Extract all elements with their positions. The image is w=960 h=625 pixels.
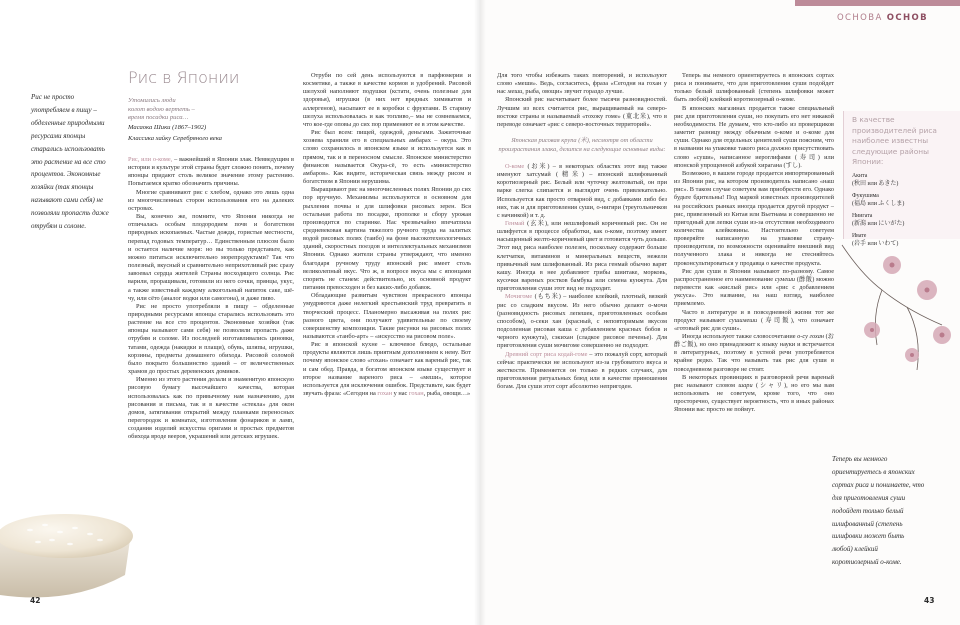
region-name: Фукушима [852, 192, 879, 199]
term-highlight: гохан [408, 390, 424, 398]
paragraph: Японский рис насчитывает более тысячи разновидностей. Лучшим из всех считается рис, выращиваемый на северо-востоке страны и называемый «тохоку гоме» (東北米), что в переводе означает «рис с северо-восточных территорий». [497, 96, 667, 128]
top-accent-bar [795, 0, 960, 6]
paragraph [497, 293, 667, 350]
cherry-blossom-icon [832, 235, 960, 380]
term-highlight: Рис, или о-коме, [128, 156, 173, 163]
paragraph-text: у нас [392, 390, 409, 398]
epigraph-line: время посадки риса… [128, 114, 189, 122]
paragraph [128, 156, 294, 189]
running-header-section: ОСНОВА [836, 13, 883, 23]
region-japanese: (岩手 или いわて) [852, 240, 899, 247]
paragraph: Рис был всем: пищей, одеждой, деньгами. Зажиточные хозяева хранили его в специальных амбарах – окура. Это слово сохранилось в японском языке и используется как в прямом, так и в переносном смысле. Японское министерство финансов называется Окура-сё, то есть «министерство амбаров». Как видите, историческая связь между рисом и богатством в Японии нерушима. [303, 129, 471, 186]
paragraph [674, 374, 834, 415]
paragraph: Многие сравнивают рис с хлебом, однако это лишь одна из многочисленных сторон использования его на далеких островах. [128, 188, 294, 212]
caption: Японская рисовая крупа (米), несмотря от области произрастания злака, делится на следующие основные виды: [498, 137, 666, 153]
paragraph [497, 72, 667, 96]
paragraph-text: – это пожалуй сорт, который сейчас практически не используют из-за грубоватого вкуса и жесткости. Применяется он только в редких случаях, для приготовления ритуальных блюд или в качестве приношения богам. Для суши этот сорт абсолютно непригоден. [497, 350, 667, 391]
paragraph-text: В некоторых провинциях в разговорной речи вареный рис называют словом [674, 373, 834, 389]
paragraph-text: Иногда используют также словосочетание [682, 333, 798, 340]
term-highlight: Древний сорт риса кодай-гоме [505, 350, 588, 358]
paragraph [303, 341, 471, 398]
left-side-quote: Рис не просто употребляем в пищу – обделенные природными ресурсами японцы старались использовать это растение на все сто процентов. Экономные хозяйки (так японцы называют сами себя) не позволяли пропасть даже отрубям и соломе. [31, 93, 109, 231]
paragraph-text: (シャリ), но его мы вам использовать не советуем, кроме того, что оно просторечно, существует вероятность, что в иных районах Японии вас просто не поймут. [674, 381, 834, 414]
paragraph-text: Для того чтобы избежать таких повторений, и используют слово «меши». Ведь, согласитесь, фраза «Сегодня на гохан у нас [497, 72, 667, 96]
paragraph [674, 309, 834, 333]
body-column-2 [303, 72, 471, 602]
region-japanese: (新潟 или にいがた) [852, 220, 905, 227]
term-italic: шари [738, 381, 753, 389]
sidebar-entry [852, 212, 953, 228]
paragraph-text: (酢飯) можно перевести как «кислый рис» или «рис с добавлением уксуса». Это название, на наш взгляд, наиболее приемлемо. [674, 275, 834, 308]
paragraph [674, 268, 834, 309]
term-highlight: Генмай [505, 220, 525, 227]
epigraph-source: Классика хайку Серебряного века [128, 135, 222, 143]
paragraph: Возможно, в вашем городе продается импортированный из Японии рис, на котором производитель написано «наш рис». В таком случае советуем вам приобрести его. Однако будьте бдительны! Под маркой известных производителей на российских рынках иногда продается другой продукт – рис, привезенный из Китая или Вьетнама и совершенно не пригодный для лепки суши из-за отсутствия необходимого количества клейковины. Настоятельно советуем проверяйте написанную на упаковке страну-производителя, по возможности оценивайте внешний вид полученного злака и никогда не стесняйтесь проконсультироваться у продавца о качестве продукта. [674, 169, 834, 267]
book-spine [474, 0, 486, 625]
paragraph-text: (お米) – в некоторых областях этот вид также именуют хатсумай (精米) – японский шлифованный коротиозерный рис. Белый или чуточку желтоватый, он при варке слегка слипается и выглядит очень привлекательно. Используется как просто отварной вид, с добавками либо без них, так и для приготовления суши, о-нигири (треугольничков с начинкой) и т. д. [497, 162, 667, 219]
term-italic: сушимеши [729, 316, 758, 324]
region-name: Ниигата [852, 212, 873, 219]
paragraph-text: – важнейший в Японии злак. Невведущим в истории и культуре этой страны будет сложно понять, почему японцы придают столь великое значение этому растению. Попытаемся кратко обозначить причины. [128, 156, 294, 188]
paragraph: Выращивают рис на многочисленных полях Японии до сих пор вручную. Механизмы используются в основном для рыхления почвы и для шлифовки рисовых зерен. Вся остальная работа по посадке, прополке и сбору урожая производится по старинке. Нас чрезвычайно впечатлила средневековая картина тяжелого ручного труда на залитых водой рисовых полях (таибо) на фоне высокотехнологичных зданий, скоростных поездов и интеллектуальных механизмов Японии. Однако жители страны утверждают, что именно благодаря ручному труду японский рис имеет столь великолепный вкус. Что ж, в вопросе вкуса мы с японцами спорить не станем: действительно, их основной продукт питания превосходен и без каких-либо добавок. [303, 186, 471, 292]
body-column-4 [674, 72, 834, 602]
body-column-1 [128, 156, 294, 602]
sidebar-entry [852, 172, 953, 188]
paragraph [497, 163, 667, 220]
paragraph: Обладающие развитым чувством прекрасного японцы умудряются даже нелегкий крестьянский труд превратить в творческий процесс. Планомерно высаживая на полях рис разного цвета, они получают удивительные по своему совершенству композиции. Такие рисунки на рисовых полях называются «танбо-арт» – «искусство на рисовом поле». [303, 292, 471, 340]
term-italic: меши [507, 88, 523, 96]
page-title: Рис в Японии [128, 68, 240, 87]
region-name: Акита [852, 172, 868, 179]
term-highlight: Мочигоме [505, 293, 533, 301]
paragraph-text: (玄米), или нешлифовый коричневый рис. Он не шлифуется в процессе обработки, как о-коме, поэтому имеет насыщенный желто-коричневый цвет и готовится чуть дольше. Этот вид риса наиболее полезен, поскольку содержит больше клетчатки, витаминов и минеральных веществ, нежели привычный нам шлифованный. Из риса генмай обычно варят кашу. Иногда в нее добавляют грибы шиитаке, морковь, кусочки вареных ростков бамбука или семена кунжута. Для приготовления суши этот вид не подходит. [497, 220, 667, 293]
page-number-left: 42 [30, 596, 41, 605]
right-side-quote: Теперь вы немного ориентируетесь в японских сортах риса и понимаете, что для приготовления суши подойдет только белый шлифованный (степень шлифовки может быть любой) клейкий коротиозерный о-коме. [832, 455, 925, 567]
paragraph-text: , рыба, овощи…» [423, 390, 471, 398]
region-japanese: (福島 или ふくしま) [852, 200, 905, 207]
region-name: Ивате [852, 232, 867, 239]
epigraph-line: Утомились люди [128, 97, 176, 104]
paragraph: Именно из этого растения делали и знаменитую японскую рисовую бумагу высочайшего качества, которая использовалась как по привычному нам назначению, для рисования и письма, так и в качестве «стекла» для окон домов, затягивания открытий между планками переносных перегородок и комнатах, изготовления фонариков и ламп, создания изделий искусства оригами и простых предметов обихода вроде вееров, украшений или детских игрушек. [128, 376, 294, 441]
page-number-right: 43 [924, 596, 935, 605]
term-highlight: О-коме [505, 162, 525, 170]
paragraph-text: , рыба, овощи» звучит гораздо лучше. [522, 88, 624, 96]
region-japanese: (秋田 или あきた) [852, 180, 899, 187]
epigraph-author: Масаока Шики (1867–1902) [128, 123, 207, 131]
paragraph: В японских магазинах продается также специальный рис для приготовления суши, но покупать его нет никакой необходимости. Не думаем, что кто-либо из проверщиков заметит разницу между обычным о-коме и о-коме для суши. Однако для отдельных ценителей суши поясним, что в названии на упаковке такого риса должно присутствовать слово «суши», написанное иероглифами (寿司) или японской упрощенной азбукой хирагана (すし). [674, 104, 834, 169]
paragraph-text: (お酢ご飯), но оно принадлежит к языку науки и встречается в литературных, поэтому в устной речи употребляется крайне редко. Так что называть так рис для суши в повседневном разговоре не стоит. [674, 333, 834, 373]
running-header [837, 13, 928, 23]
term-italic: сумеши [774, 275, 796, 283]
paragraph: Отруби по сей день используются в парфюмерии и косметике, а также в качестве кормов и удобрений. Рисовой шелухой наполняют подушки (кстати, очень полезные для здоровья), игрушки (в них нет вредных химикатов и аллергенов), насыпают ее в коробки с фруктами. В старину шелуха использовалась и как топливо,– мы не сомневаемся, что кое-где оповы до сих пор применяют ее в этом качестве. [303, 72, 471, 128]
paragraph-text: (もち米) – наиболее клейкий, плотный, вязкий рис со сладким вкусом. Из него обычно делают о-мочи (разновидность рисовых лепешек, приготовленных особым способом), о-секи хан (красный, с неповторимым вкусом подсоленная рисовая каша с добавлением красных бобов и черного кунжута), сэкихан (сладкое рисовое печенье). Для приготовления суши мочигоме совершенно не подходит. [497, 293, 667, 350]
paragraph-text: Рис в японской кухне – ключевое блюдо, остальные продукты являются лишь приятным дополнением к нему. Вот почему японское слово «гохан» означает как вареный рис, так и сам обед. Правда, в богатом японском языке существует и второе название вареного риса – «меши», которое используется для исключения ошибок. Представьте, как будет звучать фраза: «Сегодня на [303, 341, 471, 398]
paragraph: Рис не просто употребляли в пищу – обделенные природными ресурсами японцы старались использовать это растение на все сто процентов. Экономные хозяйки (так японцы называют сами себя) не позволяли пропасть даже отрубям и соломе. Из последней изготавливались циновки, татами, одежда (накидки и плащи), обувь, шляпы, игрушки, корзины, предметы домашнего обихода. Рисовой соломой было покрыто большинство зданий – от величественных храмов до простых деревенских домиков. [128, 302, 294, 376]
term-highlight: гохан [377, 390, 393, 398]
term-italic: о-су гохан [797, 333, 824, 340]
rice-bowl-icon [0, 470, 135, 605]
sidebar-entry [852, 192, 953, 208]
running-header-chapter: ОСНОВ [886, 13, 928, 23]
paragraph-text: (寿司飯), что означает «готовый рис для суши». [674, 316, 834, 332]
paragraph [497, 351, 667, 392]
epigraph [128, 97, 293, 144]
paragraph [497, 220, 667, 293]
body-column-3 [497, 72, 667, 602]
paragraph: Теперь вы немного ориентируетесь в японских сортах риса и понимаете, что для приготовления суши подойдет только белый шлифованный (степень шлифовки может быть любой) клейкий коротиозерный о-коме. [674, 72, 834, 104]
sidebar-box [843, 111, 960, 247]
sidebar-title: В качестве производителей риса наиболее известны следующие районы Японии: [852, 115, 937, 166]
paragraph-text: Рис для суши в Японии называют по-разному. Самое распространенное его наименование [674, 267, 834, 283]
paragraph [674, 333, 834, 374]
paragraph: Вы, конечно же, помните, что Япония никогда не отличалась особым плодородием почв и богатством природных ископаемых. Частые дожди, гористые местности, перепад годовых температур… Единственным плюсом было и остается наличие моря: но вы только представьте, как можно питаться исключительно морепродуктами? Так что полезный, вкусный и сравнительно неприхотливый рис сразу завоевал сердца жителей Страны восходящего солнца. Рис варили, проращивали, готовили из него сочки, прянцы, укус, а также известный каждому алкогольный напиток саке, шё-чу, или сёто (аналог водки или самогона), и даже пиво. [128, 213, 294, 302]
epigraph-line: колот водою вертеть – [128, 105, 195, 113]
paragraph-text: Часто в литературе и в повседневной жизни тот же продукт называют [674, 308, 834, 324]
